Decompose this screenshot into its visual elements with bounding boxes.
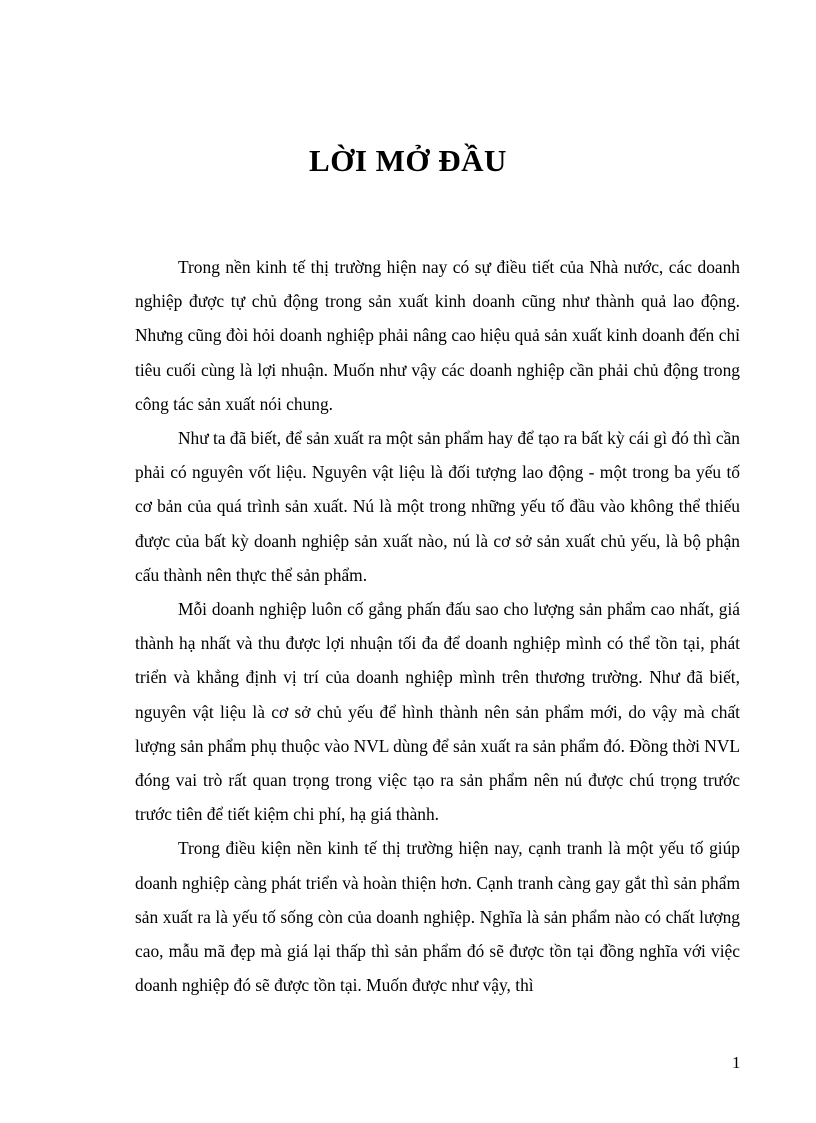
paragraph-2: Như ta đã biết, để sản xuất ra một sản phẩm hay để tạo ra bất kỳ cái gì đó thì cần phải có nguyên vốt liệu. Nguyên vật liệu là đối tượng lao động - một trong ba yếu tố cơ bản của quá trình sản xuất. Nú là một trong những yếu tố đầu vào không thể thiếu được của bất kỳ doanh nghiệp sản xuất nào, nú là cơ sở sản xuất chủ yếu, là bộ phận cấu thành nên thực thể sản phẩm. bbox=[135, 428, 740, 585]
body-text bbox=[135, 250, 740, 1002]
paragraph-4: Trong điều kiện nền kinh tế thị trường hiện nay, cạnh tranh là một yếu tố giúp doanh nghiệp càng phát triển và hoàn thiện hơn. Cạnh tranh càng gay gắt thì sản phẩm sản xuất ra là yếu tố sống còn của doanh nghiệp. Nghĩa là sản phẩm nào có chất lượng cao, mẫu mã đẹp mà giá lại thấp thì sản phẩm đó sẽ được tồn tại đồng nghĩa với việc doanh nghiệp đó sẽ được tồn tại. Muốn được như vậy, thì bbox=[135, 838, 740, 996]
paragraph-1: Trong nền kinh tế thị trường hiện nay có sự điều tiết của Nhà nước, các doanh nghiệp được tự chủ động trong sản xuất kinh doanh cũng như thành quả lao động. Nhưng cũng đòi hỏi doanh nghiệp phải nâng cao hiệu quả sản xuất kinh doanh đến chỉ tiêu cuối cùng là lợi nhuận. Muốn như vậy các doanh nghiệp cần phải chủ động trong công tác sản xuất nói chung. bbox=[135, 257, 740, 414]
page-number: 1 bbox=[732, 1053, 741, 1072]
paragraph-3: Mỗi doanh nghiệp luôn cố gắng phấn đấu sao cho lượng sản phẩm cao nhất, giá thành hạ nhất và thu được lợi nhuận tối đa để doanh nghiệp mình có thể tồn tại, phát triển và khẳng định vị trí của doanh nghiệp mình trên thương trường. Như đã biết, nguyên vật liệu là cơ sở chủ yếu để hình thành nên sản phẩm mới, do vậy mà chất lượng sản phẩm phụ thuộc vào NVL dùng để sản xuất ra sản phẩm đó. Đồng thời NVL đóng vai trò rất quan trọng trong việc tạo ra sản phẩm nên nú được chú trọng trước trước tiên để tiết kiệm chi phí, hạ giá thành. bbox=[135, 599, 740, 825]
page-title: LỜI MỞ ĐẦU bbox=[309, 143, 507, 178]
